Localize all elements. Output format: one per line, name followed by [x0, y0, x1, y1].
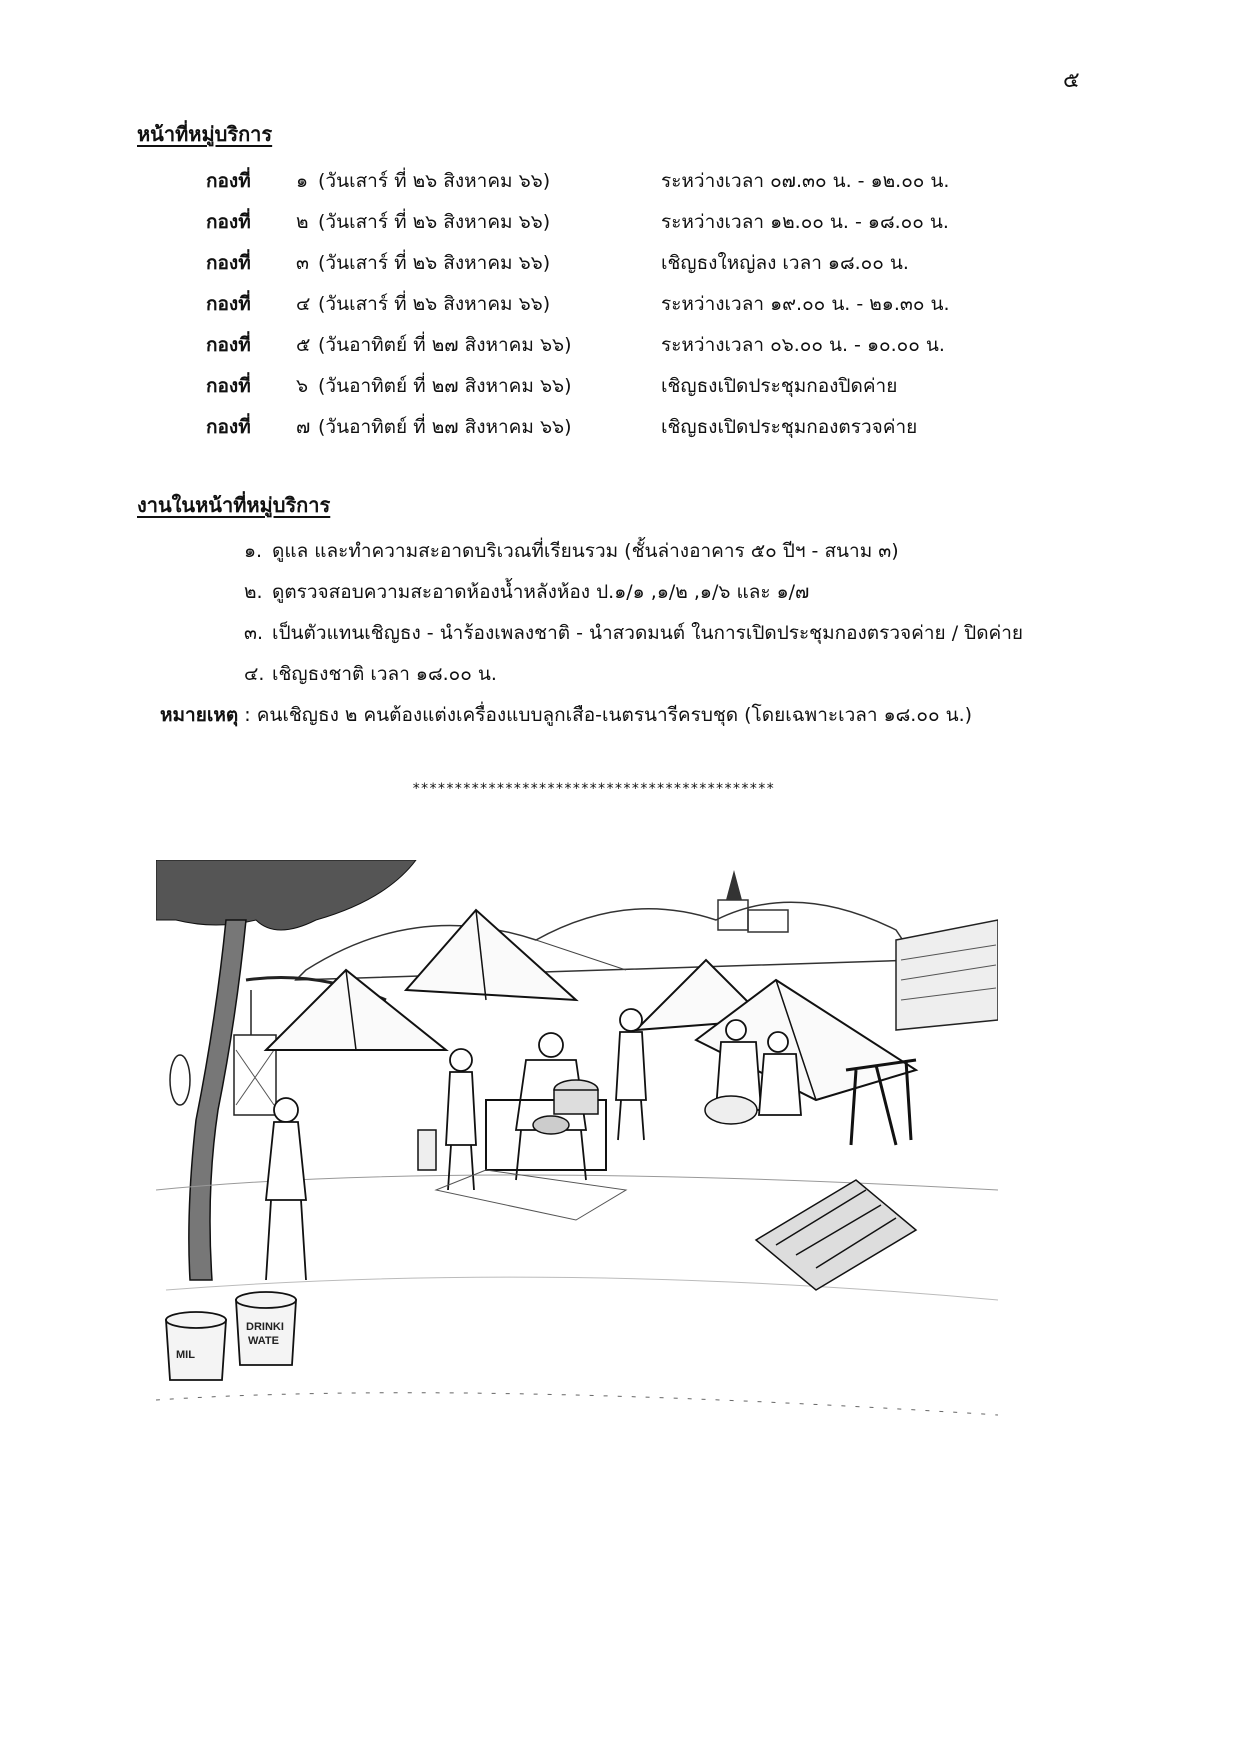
task-text: ดูแล และทำความสะอาดบริเวณที่เรียนรวม (ชั้นล่างอาคาร ๕๐ ปีฯ - สนาม ๓) [272, 539, 899, 562]
duty-row [206, 406, 1006, 447]
task-text: เป็นตัวแทนเชิญธง - นำร้องเพลงชาติ - นำสวดมนต์ ในการเปิดประชุมกองตรวจค่าย / ปิดค่าย [272, 621, 1024, 644]
duty-unit-number: ๕ [296, 333, 311, 356]
duty-unit: กองที่ [206, 210, 251, 233]
list-item [244, 612, 1144, 653]
duty-unit-number: ๒ [296, 210, 309, 233]
duty-unit-number: ๗ [296, 415, 311, 438]
duty-unit-number: ๑ [296, 169, 309, 192]
duty-schedule-list [206, 160, 1006, 447]
task-number: ๑. [244, 539, 263, 562]
duty-time: ระหว่างเวลา ๐๗.๓๐ น. - ๑๒.๐๐ น. [661, 169, 950, 192]
duty-unit: กองที่ [206, 169, 251, 192]
duty-date: (วันเสาร์ ที่ ๒๖ สิงหาคม ๖๖) [318, 292, 551, 315]
note [160, 700, 972, 730]
list-item [244, 530, 1144, 571]
milk-bucket-label: MIL [176, 1349, 195, 1361]
duty-time: ระหว่างเวลา ๑๙.๐๐ น. - ๒๑.๓๐ น. [661, 292, 950, 315]
duty-time: เชิญธงใหญ่ลง เวลา ๑๘.๐๐ น. [661, 251, 909, 274]
duty-date: (วันเสาร์ ที่ ๒๖ สิงหาคม ๖๖) [318, 210, 551, 233]
tasks-section-title: งานในหน้าที่หมู่บริการ [137, 493, 331, 517]
duty-unit: กองที่ [206, 333, 251, 356]
duty-date: (วันอาทิตย์ ที่ ๒๗ สิงหาคม ๖๖) [318, 415, 572, 438]
task-number: ๓. [244, 621, 264, 644]
duty-unit: กองที่ [206, 374, 251, 397]
duty-row [206, 160, 1006, 201]
duty-time: ระหว่างเวลา ๑๒.๐๐ น. - ๑๘.๐๐ น. [661, 210, 949, 233]
separator-line: ******************************************* [412, 781, 775, 797]
note-label: หมายเหตุ [160, 704, 239, 726]
duty-row [206, 324, 1006, 365]
water-bucket-label-line2: WATE [248, 1335, 279, 1347]
duty-date: (วันอาทิตย์ ที่ ๒๗ สิงหาคม ๖๖) [318, 333, 572, 356]
duty-time: เชิญธงเปิดประชุมกองปิดค่าย [661, 374, 898, 397]
duty-row [206, 242, 1006, 283]
duty-unit: กองที่ [206, 251, 251, 274]
duty-date: (วันเสาร์ ที่ ๒๖ สิงหาคม ๖๖) [318, 251, 551, 274]
duty-unit: กองที่ [206, 292, 251, 315]
duty-time: ระหว่างเวลา ๐๖.๐๐ น. - ๑๐.๐๐ น. [661, 333, 945, 356]
duty-row [206, 283, 1006, 324]
duty-row [206, 365, 1006, 406]
duty-date: (วันเสาร์ ที่ ๒๖ สิงหาคม ๖๖) [318, 169, 551, 192]
task-text: เชิญธงชาติ เวลา ๑๘.๐๐ น. [272, 662, 497, 685]
list-item [244, 571, 1144, 612]
duty-unit: กองที่ [206, 415, 251, 438]
duty-time: เชิญธงเปิดประชุมกองตรวจค่าย [661, 415, 918, 438]
page-number: ๕ [1063, 68, 1080, 93]
duty-unit-number: ๓ [296, 251, 309, 274]
duty-unit-number: ๖ [296, 374, 309, 397]
task-number: ๔. [244, 662, 265, 685]
task-number: ๒. [244, 580, 263, 603]
task-list [244, 530, 1144, 694]
task-text: ดูตรวจสอบความสะอาดห้องน้ำหลังห้อง ป.๑/๑ ,๑/๒ ,๑/๖ และ ๑/๗ [272, 580, 810, 603]
duty-unit-number: ๔ [296, 292, 311, 315]
duties-section-title: หน้าที่หมู่บริการ [137, 122, 273, 146]
note-text: : คนเชิญธง ๒ คนต้องแต่งเครื่องแบบลูกเสือ-เนตรนารีครบชุด (โดยเฉพาะเวลา ๑๘.๐๐ น.) [238, 704, 973, 726]
duty-date: (วันอาทิตย์ ที่ ๒๗ สิงหาคม ๖๖) [318, 374, 572, 397]
scout-camp-illustration [156, 860, 998, 1425]
water-bucket-label-line1: DRINKI [246, 1321, 284, 1333]
duty-row [206, 201, 1006, 242]
list-item [244, 653, 1144, 694]
